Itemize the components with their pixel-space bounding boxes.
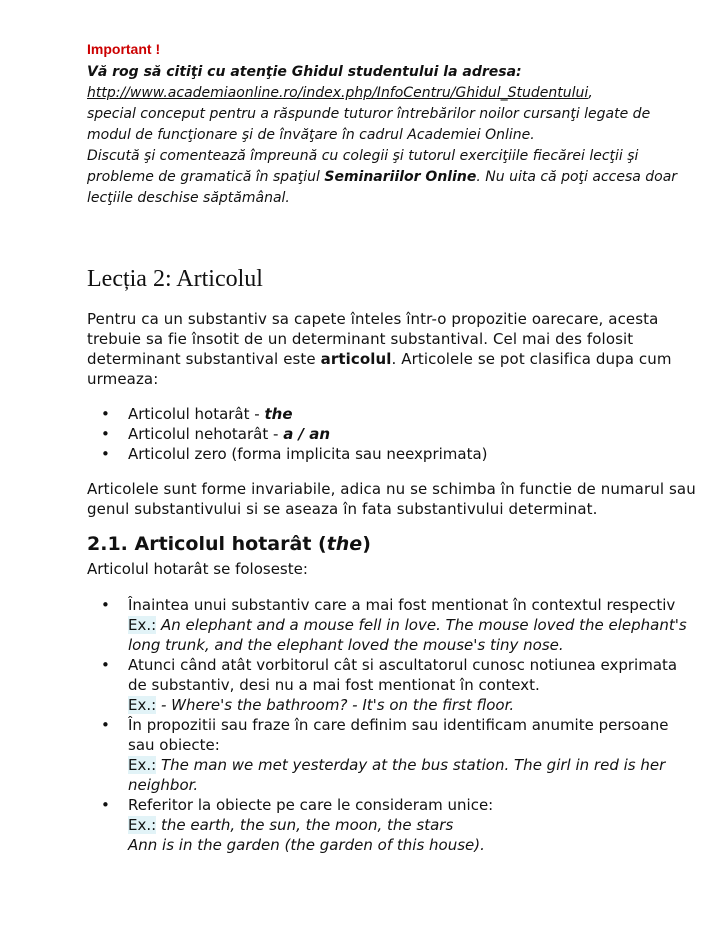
example-text: - Where's the bathroom? - It's on the first floor. bbox=[160, 696, 515, 714]
use-text: Atunci când atât vorbitorul cât si ascultatorul cunosc notiunea exprimata de substantiv, desi nu a mai fost mentionat în context. bbox=[128, 656, 678, 694]
list-item-text: Articolul hotarât - bbox=[128, 405, 265, 423]
lesson-title: Lecția 2: Articolul bbox=[87, 266, 263, 292]
list-item bbox=[101, 795, 697, 855]
bullet-icon: • bbox=[101, 716, 110, 734]
list-item bbox=[101, 404, 697, 424]
section-title-a: 2.1. Articolul hotarât ( bbox=[87, 533, 327, 555]
bullet-icon: • bbox=[101, 656, 110, 674]
example-label: Ex.: bbox=[128, 696, 157, 714]
bullet-icon: • bbox=[101, 445, 110, 463]
notice-heading: Vă rog să citiţi cu atenţie Ghidul studentului la adresa: bbox=[87, 64, 522, 80]
list-item-text: Articolul nehotarât - bbox=[128, 425, 284, 443]
list-item bbox=[101, 715, 697, 795]
use-text: În propozitii sau fraze în care definim sau identificam anumite persoane sau obiecte: bbox=[128, 716, 669, 754]
intro-paragraph bbox=[87, 309, 697, 389]
notice-text-2a: Discută şi comentează împreună cu colegii şi tutorul exerciţiile fiecărei lecţii şi probleme de gramatică în spaţiul bbox=[87, 148, 639, 185]
notice-block bbox=[87, 62, 697, 209]
list-item bbox=[101, 424, 697, 444]
guide-link[interactable]: http://www.academiaonline.ro/index.php/InfoCentru/Ghidul_Studentului bbox=[87, 85, 589, 101]
uses-list bbox=[87, 595, 697, 855]
list-item-text: Articolul zero (forma implicita sau neexprimata) bbox=[128, 445, 488, 463]
example-label: Ex.: bbox=[128, 816, 157, 834]
use-text: Referitor la obiecte pe care le consideram unice: bbox=[128, 796, 494, 814]
section-title-b: ) bbox=[362, 533, 371, 555]
example-label: Ex.: bbox=[128, 616, 157, 634]
bullet-icon: • bbox=[101, 405, 110, 423]
invariable-paragraph: Articolele sunt forme invariabile, adica nu se schimba în functie de numarul sau genul substantivului si se aseaza în fata substantivului determinat. bbox=[87, 480, 696, 518]
intro-text-b: . Articolele se pot clasifica dupa cum urmeaza: bbox=[87, 350, 672, 388]
example-text: An elephant and a mouse fell in love. The mouse loved the elephant's long trunk, and the elephant loved the mouse's tiny nose. bbox=[128, 616, 687, 654]
example-text-2: Ann is in the garden (the garden of this house). bbox=[128, 836, 485, 854]
list-item bbox=[101, 655, 697, 715]
intro-text-a: Pentru ca un substantiv sa capete înteles într-o propozitie oarecare, acesta trebuie sa fie însotit de un determinant substantival. Cel mai des folosit determinant substantival este bbox=[87, 310, 659, 368]
notice-text: special conceput pentru a răspunde tuturor întrebărilor noilor cursanţi legate de modul de funcţionare şi de învăţare în cadrul Academiei Online. bbox=[87, 106, 651, 143]
list-item-term: a / an bbox=[283, 425, 331, 443]
link-comma: , bbox=[588, 85, 593, 101]
article-types-list bbox=[87, 404, 697, 464]
example-text: The man we met yesterday at the bus station. The girl in red is her neighbor. bbox=[128, 756, 666, 794]
section-intro: Articolul hotarât se foloseste: bbox=[87, 560, 308, 578]
list-item bbox=[101, 444, 697, 464]
document-page bbox=[87, 40, 697, 855]
use-text: Înaintea unui substantiv care a mai fost mentionat în contextul respectiv bbox=[128, 596, 676, 614]
list-item bbox=[101, 595, 697, 655]
intro-bold-term: articolul bbox=[320, 350, 392, 368]
bullet-icon: • bbox=[101, 796, 110, 814]
section-title bbox=[87, 531, 697, 557]
bullet-icon: • bbox=[101, 596, 110, 614]
notice-text-2b: . Nu uita că poţi accesa doar lecţiile deschise săptămânal. bbox=[87, 169, 678, 206]
notice-seminars: Seminariilor Online bbox=[324, 169, 477, 185]
example-text: the earth, the sun, the moon, the stars bbox=[160, 816, 454, 834]
example-label: Ex.: bbox=[128, 756, 157, 774]
important-label: Important ! bbox=[87, 41, 161, 57]
bullet-icon: • bbox=[101, 425, 110, 443]
section-title-term: the bbox=[326, 533, 363, 555]
list-item-term: the bbox=[264, 405, 293, 423]
